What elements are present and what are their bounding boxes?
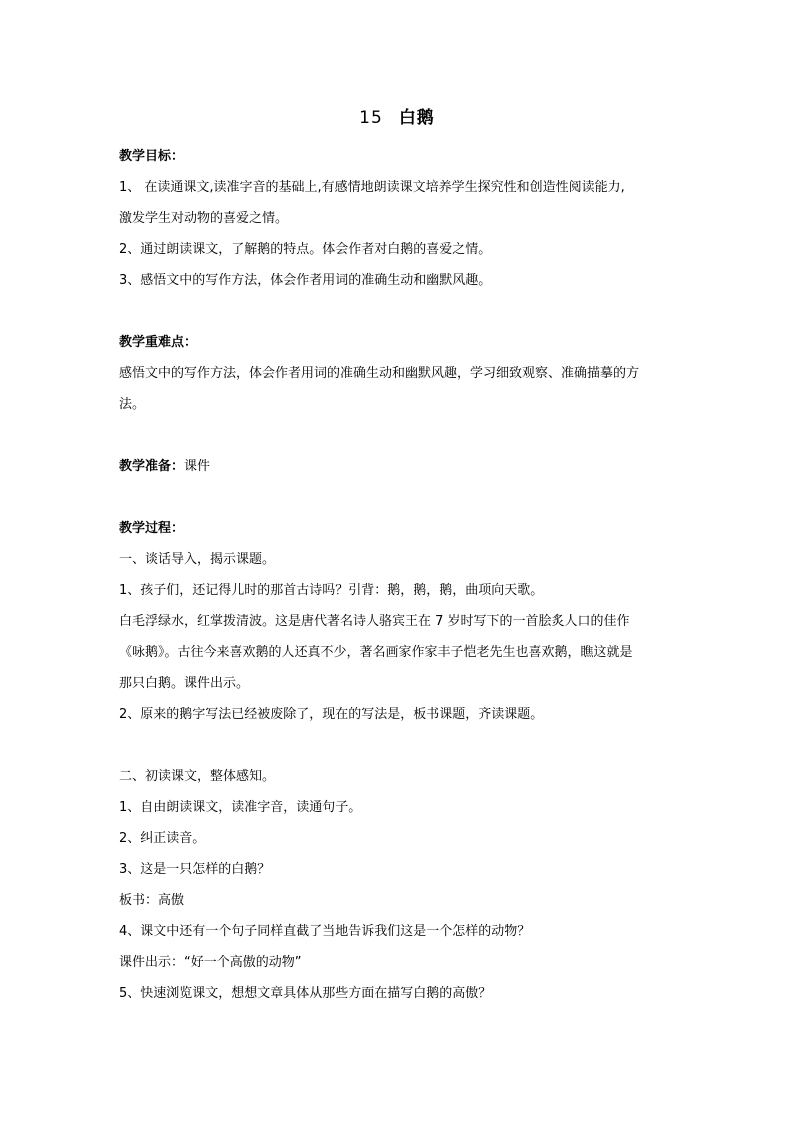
preparation-value: 课件	[184, 459, 211, 474]
process-heading: 教学过程：	[119, 521, 185, 536]
key-points-line-2: 法。	[119, 397, 146, 412]
process-line-9: 2、纠正读音。	[119, 831, 206, 846]
goals-line-4: 3、感悟文中的写作方法，体会作者用词的准确生动和幽默风趣。	[119, 273, 492, 288]
process-line-3: 白毛浮绿水，红掌拨清波。这是唐代著名诗人骆宾王在 7 岁时写下的一首脍炙人口的佳作	[119, 614, 630, 629]
key-points-line-1: 感悟文中的写作方法，体会作者用词的准确生动和幽默风趣，学习细致观察、准确描摹的方	[119, 366, 640, 381]
page-title	[0, 106, 794, 130]
process-line-2: 1、孩子们，还记得儿时的那首古诗吗？引背：鹅，鹅，鹅，曲项向天歌。	[119, 583, 544, 598]
process-line-5: 那只白鹅。课件出示。	[119, 676, 250, 691]
key-points-heading: 教学重难点：	[119, 335, 198, 350]
process-line-12: 4、课文中还有一个句子同样直截了当地告诉我们这是一个怎样的动物？	[119, 924, 531, 939]
process-line-6: 2、原来的鹅字写法已经被废除了，现在的写法是，板书课题，齐读课题。	[119, 707, 544, 722]
preparation-heading: 教学准备：	[119, 459, 185, 474]
document-body	[119, 141, 679, 1009]
spacer	[119, 420, 679, 451]
lesson-number: 15	[359, 108, 383, 128]
goals-line-3: 2、通过朗读课文，了解鹅的特点。体会作者对白鹅的喜爱之情。	[119, 242, 492, 257]
process-line-14: 5、快速浏览课文，想想文章具体从那些方面在描写白鹅的高傲？	[119, 986, 492, 1001]
process-line-7: 二、初读课文，整体感知。	[119, 769, 276, 784]
spacer	[119, 730, 679, 761]
spacer	[119, 296, 679, 327]
process-line-4: 《咏鹅》。古往今来喜欢鹅的人还真不少，著名画家作家丰子恺老先生也喜欢鹅，瞧这就是	[119, 645, 633, 660]
goals-line-2: 激发学生对动物的喜爱之情。	[119, 211, 289, 226]
process-line-11: 板书：高傲	[119, 893, 185, 908]
process-line-10: 3、这是一只怎样的白鹅？	[119, 862, 271, 877]
process-line-1: 一、谈话导入，揭示课题。	[119, 552, 276, 567]
goals-line-1: 1、 在读通课文,读准字音的基础上,有感情地朗读课文培养学生探究性和创造性阅读能力,	[119, 180, 625, 195]
lesson-title: 白鹅	[398, 108, 435, 128]
preparation-line	[119, 451, 679, 482]
spacer	[119, 482, 679, 513]
process-line-13: 课件出示：“好一个高傲的动物”	[119, 955, 302, 970]
goals-heading: 教学目标：	[119, 149, 185, 164]
process-line-8: 1、自由朗读课文，读准字音，读通句子。	[119, 800, 362, 815]
